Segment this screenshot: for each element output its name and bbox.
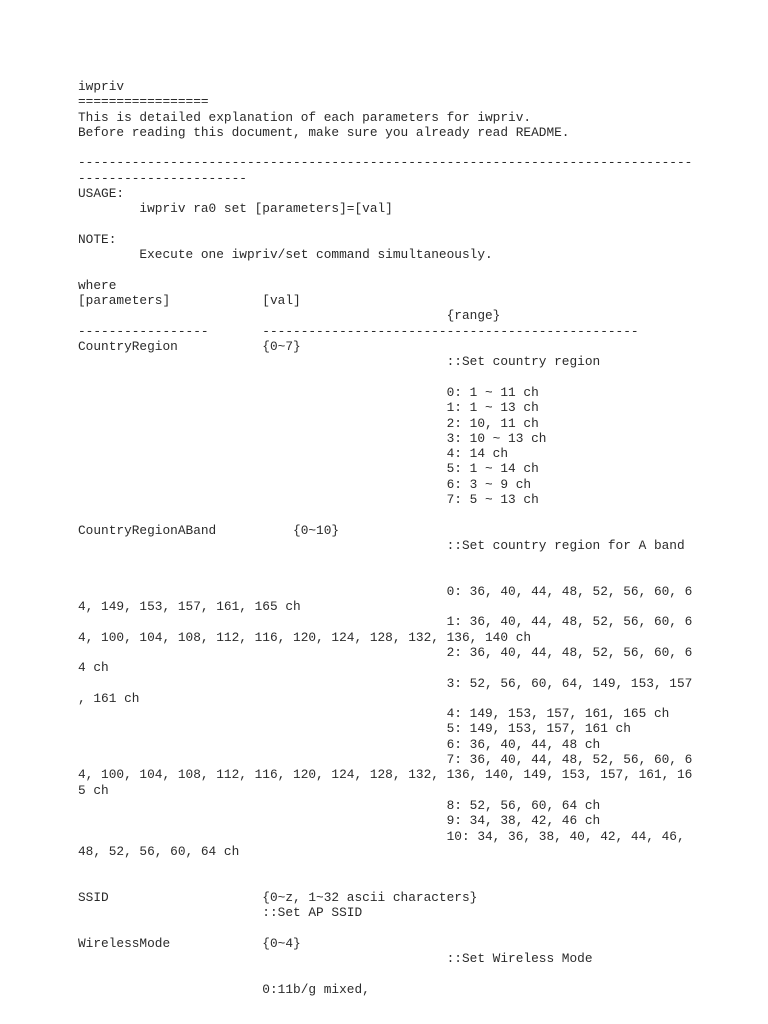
text-line: Execute one iwpriv/set command simultaneously. (78, 247, 493, 263)
text-line (78, 217, 692, 232)
text-line (78, 859, 692, 874)
text-line (78, 140, 692, 155)
text-line: USAGE: (78, 186, 125, 202)
text-line: 4: 14 ch (78, 446, 509, 462)
text-line: ---------------------- (78, 170, 247, 186)
text-line: ================= (78, 94, 209, 110)
text-line: 4 ch (78, 660, 109, 676)
text-line: -------------------------------------------------------------------------------- (78, 155, 693, 171)
text-line: 6: 36, 40, 44, 48 ch (78, 736, 601, 752)
text-line: {range} (78, 308, 501, 324)
text-line: where (78, 277, 117, 293)
text-line: 4, 100, 104, 108, 112, 116, 120, 124, 128, 132, 136, 140, 149, 153, 157, 161, 16 (78, 767, 693, 783)
text-line (78, 874, 692, 889)
text-line: 5: 1 ~ 14 ch (78, 461, 539, 477)
text-line: SSID {0~z, 1~32 ascii characters} (78, 889, 478, 905)
text-line: 7: 36, 40, 44, 48, 52, 56, 60, 6 (78, 752, 693, 768)
text-line (78, 569, 692, 584)
text-line (78, 507, 692, 522)
text-line: NOTE: (78, 231, 117, 247)
text-line: 0:11b/g mixed, (78, 981, 370, 997)
text-line: 48, 52, 56, 60, 64 ch (78, 843, 240, 859)
text-line: 2: 10, 11 ch (78, 415, 539, 431)
text-line: , 161 ch (78, 690, 140, 706)
text-line: iwpriv ra0 set [parameters]=[val] (78, 201, 393, 217)
text-line: 6: 3 ~ 9 ch (78, 476, 532, 492)
text-line: [parameters] [val] (78, 293, 301, 309)
text-line: iwpriv (78, 79, 125, 94)
text-line: This is detailed explanation of each parameters for iwpriv. (78, 109, 532, 125)
text-line: 4, 100, 104, 108, 112, 116, 120, 124, 128, 132, 136, 140 ch (78, 629, 532, 645)
text-line: ::Set country region (78, 354, 601, 370)
text-line: 3: 10 ~ 13 ch (78, 430, 547, 446)
text-line: 7: 5 ~ 13 ch (78, 492, 539, 508)
text-line (78, 263, 692, 278)
text-line: ----------------- ------------------------------------------------- (78, 323, 639, 339)
text-line: 5: 149, 153, 157, 161 ch (78, 721, 631, 737)
text-line: ::Set Wireless Mode (78, 950, 593, 966)
text-line (78, 370, 692, 385)
text-line (78, 920, 692, 935)
text-line: CountryRegion {0~7} (78, 339, 301, 355)
text-line: Before reading this document, make sure you already read README. (78, 124, 570, 140)
text-line: 1: 36, 40, 44, 48, 52, 56, 60, 6 (78, 614, 693, 630)
text-line: 0: 1 ~ 11 ch (78, 384, 539, 400)
text-line: 2: 36, 40, 44, 48, 52, 56, 60, 6 (78, 644, 693, 660)
text-line: 8: 52, 56, 60, 64 ch (78, 797, 601, 813)
text-line: ::Set country region for A band (78, 537, 685, 553)
text-line: 10: 34, 36, 38, 40, 42, 44, 46, (78, 828, 685, 844)
text-line: 5 ch (78, 782, 109, 798)
text-line (78, 966, 692, 981)
text-line: 4, 149, 153, 157, 161, 165 ch (78, 599, 301, 615)
text-line: 3: 52, 56, 60, 64, 149, 153, 157 (78, 675, 693, 691)
text-line: ::Set AP SSID (78, 905, 363, 921)
text-line (78, 553, 692, 568)
text-line: 1: 1 ~ 13 ch (78, 400, 539, 416)
text-line: 4: 149, 153, 157, 161, 165 ch (78, 706, 670, 722)
text-line: 0: 36, 40, 44, 48, 52, 56, 60, 6 (78, 583, 693, 599)
text-line: CountryRegionABand {0~10} (78, 522, 340, 538)
document-text (78, 79, 692, 997)
text-line: 9: 34, 38, 42, 46 ch (78, 813, 601, 829)
text-line: WirelessMode {0~4} (78, 935, 301, 951)
